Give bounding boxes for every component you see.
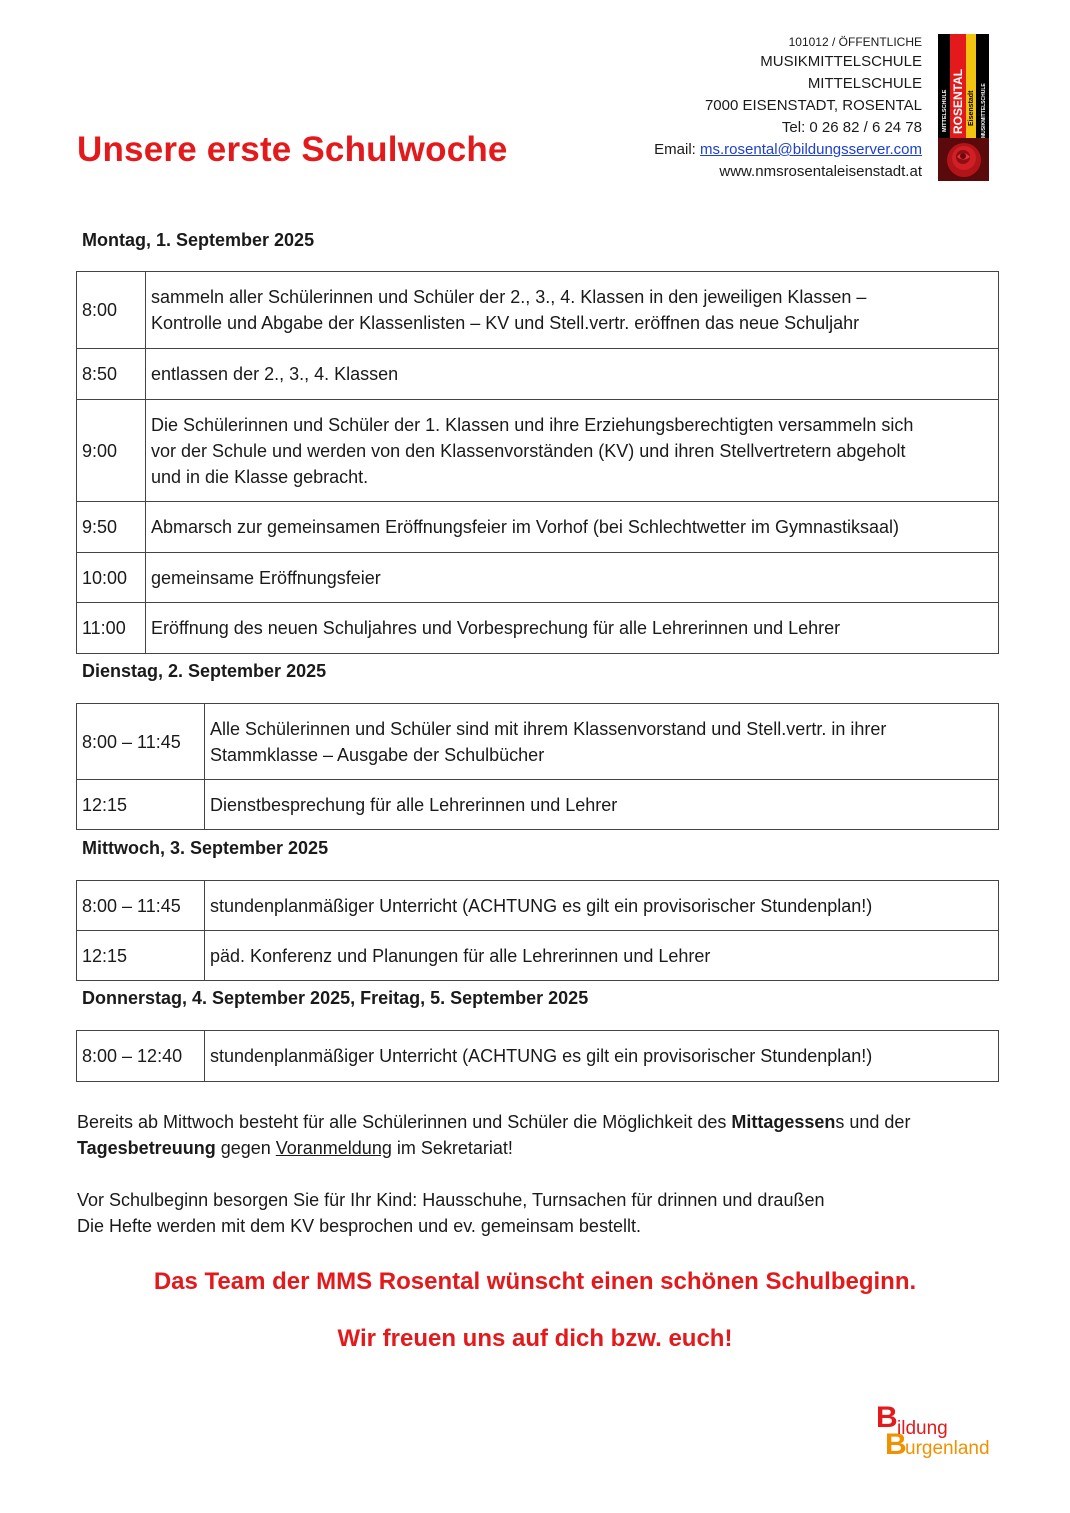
activity-cell: [205, 704, 999, 780]
activity-cell: [205, 881, 999, 931]
logo-word-bildung: ildung: [897, 1418, 948, 1439]
day-heading-dienstag: Dienstag, 2. September 2025: [82, 661, 327, 681]
activity-line: Kontrolle und Abgabe der Klassenlisten – KV und Stell.vertr. eröffnen das neue Schuljahr: [151, 313, 860, 333]
activity-line: Eröffnung des neuen Schuljahres und Vorbesprechung für alle Lehrerinnen und Lehrer: [151, 618, 841, 638]
activity-cell: [205, 780, 999, 830]
activity-cell: [146, 349, 999, 400]
logo-main-text: ROSENTAL: [951, 68, 965, 134]
activity-cell: [146, 272, 999, 349]
school-phone: Tel: 0 26 82 / 6 24 78: [781, 119, 922, 136]
logo-side-right-text: MUSIKMITTELSCHULE: [981, 83, 987, 138]
table-row: [77, 881, 999, 931]
table-row: [77, 931, 999, 981]
activity-cell: [146, 603, 999, 654]
paragraph-bold-lunch: Mittagessen: [731, 1112, 836, 1132]
time-cell: 9:50: [77, 502, 146, 553]
paragraph-text: gegen: [215, 1138, 276, 1158]
activity-line: Alle Schülerinnen und Schüler sind mit ihrem Klassenvorstand und Stell.vertr. in ihrer: [210, 718, 887, 739]
table-row: [77, 349, 999, 400]
day-heading-donnerstag-freitag: Donnerstag, 4. September 2025, Freitag, 5. September 2025: [82, 988, 589, 1008]
logo-word-burgenland: urgenland: [905, 1438, 990, 1459]
table-row: [77, 553, 999, 603]
table-row: [77, 780, 999, 830]
time-cell: 9:00: [77, 400, 146, 502]
email-link[interactable]: ms.rosental@bildungsserver.com: [700, 141, 922, 158]
schedule-table-dienstag: [76, 703, 999, 830]
activity-line: und in die Klasse gebracht.: [151, 466, 369, 487]
time-cell: 8:00 – 11:45: [77, 881, 205, 931]
day-heading-mittwoch: Mittwoch, 3. September 2025: [82, 838, 329, 858]
activity-line: stundenplanmäßiger Unterricht (ACHTUNG es gilt ein provisorischer Stundenplan!): [210, 895, 873, 916]
activity-line: Dienstbesprechung für alle Lehrerinnen und Lehrer: [210, 794, 618, 815]
page-title: Unsere erste Schulwoche: [77, 130, 508, 169]
time-cell: 11:00: [77, 603, 146, 654]
table-row: [77, 704, 999, 780]
table-row: [77, 1031, 999, 1082]
paragraph-text: s und der: [835, 1112, 911, 1132]
logo-sub-text: Eisenstadt: [968, 90, 975, 126]
school-type-line-2: MITTELSCHULE: [807, 75, 922, 92]
paragraph-text: im Sekretariat!: [391, 1138, 513, 1158]
school-address: 7000 EISENSTADT, ROSENTAL: [704, 97, 922, 114]
closing-greeting: Wir freuen uns auf dich bzw. euch!: [337, 1325, 733, 1352]
time-cell: 12:15: [77, 780, 205, 830]
rose-icon: [947, 143, 981, 177]
table-row: [77, 400, 999, 502]
school-logo: [938, 34, 989, 181]
day-heading-montag: Montag, 1. September 2025: [82, 230, 315, 250]
time-cell: 12:15: [77, 931, 205, 981]
lunch-care-paragraph: [77, 1109, 1007, 1161]
activity-line: Stammklasse – Ausgabe der Schulbücher: [210, 744, 545, 765]
logo-letter-b-orange: B: [885, 1428, 907, 1460]
schedule-table-montag: [76, 271, 999, 654]
activity-cell: [205, 1031, 999, 1082]
closing-wish: Das Team der MMS Rosental wünscht einen schönen Schulbeginn.: [153, 1268, 917, 1295]
paragraph-text: Bereits ab Mittwoch besteht für alle Schülerinnen und Schüler die Möglichkeit des: [77, 1112, 732, 1132]
activity-cell: [146, 553, 999, 603]
supplies-paragraph: [77, 1187, 1007, 1239]
schedule-table-donnerstag-freitag: [76, 1030, 999, 1082]
activity-line: entlassen der 2., 3., 4. Klassen: [151, 364, 399, 384]
activity-line: gemeinsame Eröffnungsfeier: [151, 567, 381, 588]
school-type-line-1: MUSIKMITTELSCHULE: [760, 53, 922, 70]
school-website: www.nmsrosentaleisenstadt.at: [719, 163, 922, 180]
activity-cell: [146, 502, 999, 553]
school-email-line: [654, 139, 922, 161]
table-row: [77, 272, 999, 349]
email-label: Email:: [654, 141, 696, 158]
paragraph-bold-daycare: Tagesbetreuung: [77, 1138, 216, 1158]
activity-cell: [205, 931, 999, 981]
logo-side-left-text: MITTELSCHULE: [942, 89, 948, 132]
time-cell: 8:00 – 11:45: [77, 704, 205, 780]
time-cell: 8:00: [77, 272, 146, 349]
table-row: [77, 502, 999, 553]
activity-line: Die Schülerinnen und Schüler der 1. Klassen und ihre Erziehungsberechtigten versammeln sich: [151, 414, 914, 435]
paragraph-underlined-registration: Voranmeldung: [275, 1138, 392, 1158]
paragraph-text: Die Hefte werden mit dem KV besprochen und ev. gemeinsam bestellt.: [77, 1216, 641, 1236]
activity-cell: [146, 400, 999, 502]
activity-line: päd. Konferenz und Planungen für alle Lehrerinnen und Lehrer: [210, 945, 711, 966]
activity-line: stundenplanmäßiger Unterricht (ACHTUNG es gilt ein provisorischer Stundenplan!): [210, 1046, 873, 1066]
school-number: 101012 / ÖFFENTLICHE: [788, 35, 922, 49]
paragraph-text: Vor Schulbeginn besorgen Sie für Ihr Kind: Hausschuhe, Turnsachen für drinnen und draußen: [77, 1190, 825, 1210]
activity-line: vor der Schule und werden von den Klassenvorständen (KV) und ihren Stellvertretern abgeholt: [151, 440, 906, 461]
logo-letter-b-red: B: [876, 1401, 898, 1434]
table-row: [77, 603, 999, 654]
time-cell: 8:00 – 12:40: [77, 1031, 205, 1082]
time-cell: 8:50: [77, 349, 146, 400]
time-cell: 10:00: [77, 553, 146, 603]
schedule-table-mittwoch: [76, 880, 999, 981]
bildung-burgenland-logo: [876, 1398, 1000, 1460]
activity-line: Abmarsch zur gemeinsamen Eröffnungsfeier im Vorhof (bei Schlechtwetter im Gymnastiksaal): [151, 517, 899, 537]
school-address-block: [654, 33, 922, 183]
activity-line: sammeln aller Schülerinnen und Schüler der 2., 3., 4. Klassen in den jeweiligen Klassen –: [151, 287, 867, 307]
